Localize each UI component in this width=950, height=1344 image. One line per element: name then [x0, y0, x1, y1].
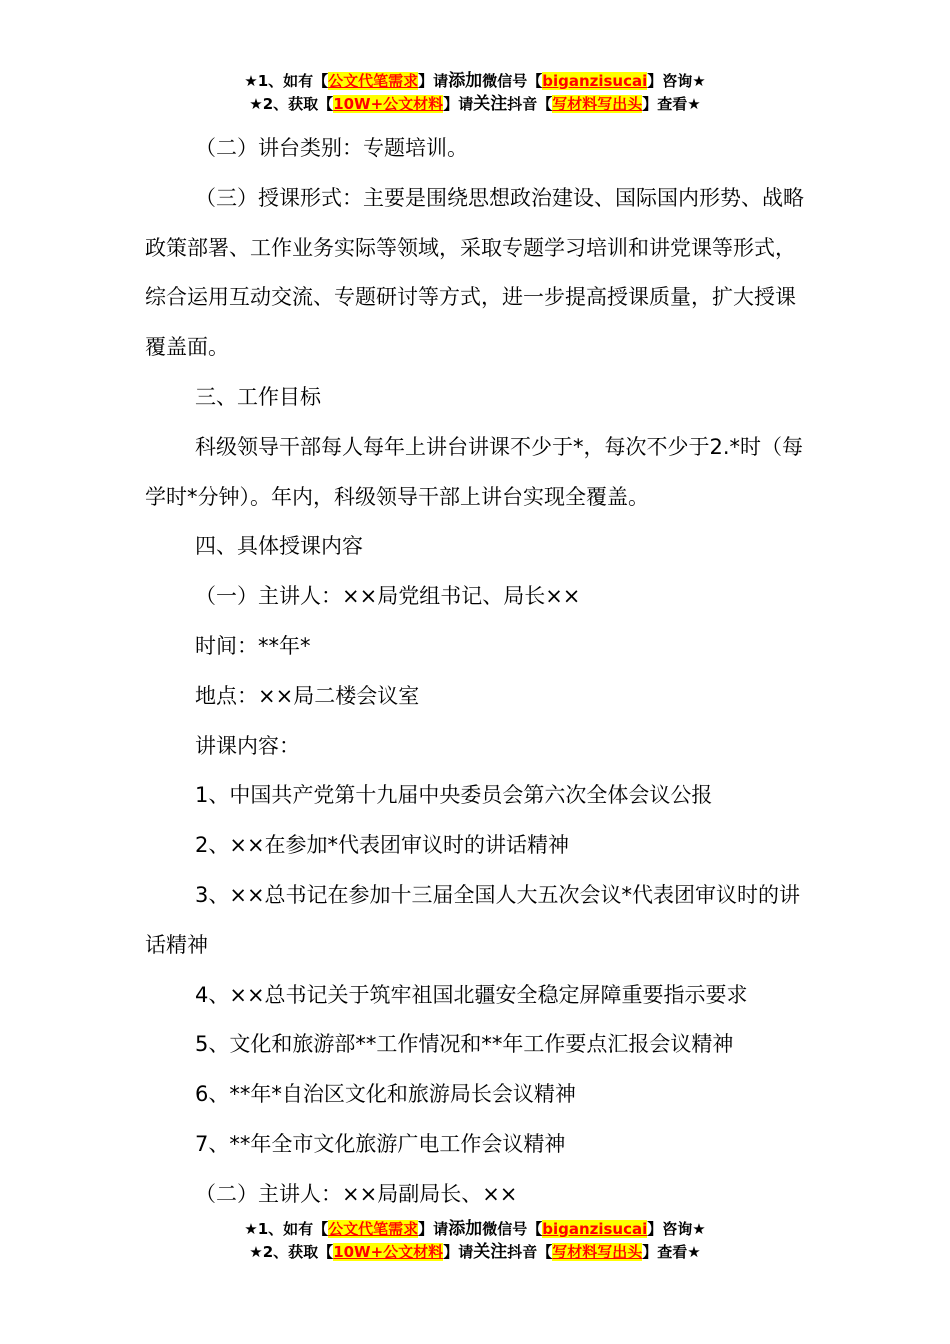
banner-text: 】请	[418, 1220, 449, 1238]
banner-text: 】咨询★	[647, 72, 706, 90]
section-heading: 四、具体授课内容	[195, 534, 363, 559]
banner-line-2	[0, 93, 950, 116]
paragraph: （二）讲台类别：专题培训。	[195, 136, 468, 160]
banner-emphasis: 关注	[473, 94, 508, 114]
banner-text: ★2、获取【	[249, 95, 334, 113]
banner-line-2	[0, 1241, 950, 1264]
paragraph: （二）主讲人：××局副局长、××	[195, 1181, 518, 1206]
paragraph: （一）主讲人：××局党组书记、局长××	[195, 584, 581, 609]
banner-text: 抖音【	[507, 1243, 553, 1261]
banner-text: 】咨询★	[647, 1220, 706, 1238]
highlight-douyin-account: 写材料写出头	[552, 95, 643, 113]
highlight-wechat-id: biganzisucai	[542, 72, 648, 90]
list-item: 6、**年*自治区文化和旅游局长会议精神	[195, 1082, 576, 1107]
header-banner	[0, 70, 950, 116]
list-item: 4、××总书记关于筑牢祖国北疆安全稳定屏障重要指示要求	[195, 982, 748, 1007]
paragraph: 讲课内容：	[195, 733, 300, 758]
highlight-wechat-id: biganzisucai	[542, 1220, 648, 1238]
banner-text: 】请	[443, 1243, 474, 1261]
list-item: 3、××总书记在参加十三届全国人大五次会议*代表团审议时的讲话精神	[145, 882, 801, 957]
footer-banner	[0, 1218, 950, 1264]
banner-text: ★1、如有【	[244, 72, 329, 90]
banner-emphasis: 添加	[448, 71, 483, 91]
paragraph: 科级领导干部每人每年上讲台讲课不少于*，每次不少于2.*时（每学时*分钟）。年内，科级领导干部上讲台实现全覆盖。	[145, 434, 804, 509]
highlight-materials: 10W+公文材料	[333, 1243, 444, 1261]
banner-emphasis: 关注	[473, 1242, 508, 1262]
banner-text: 抖音【	[507, 95, 553, 113]
highlight-service: 公文代笔需求	[328, 72, 419, 90]
section-heading: 三、工作目标	[195, 384, 321, 409]
banner-text: ★1、如有【	[244, 1220, 329, 1238]
list-item: 5、文化和旅游部**工作情况和**年工作要点汇报会议精神	[195, 1032, 734, 1057]
highlight-materials: 10W+公文材料	[333, 95, 444, 113]
banner-text: ★2、获取【	[249, 1243, 334, 1261]
paragraph: 地点：××局二楼会议室	[195, 683, 420, 708]
list-item: 7、**年全市文化旅游广电工作会议精神	[195, 1131, 566, 1156]
banner-line-1	[0, 1218, 950, 1241]
banner-text: 】请	[418, 72, 449, 90]
banner-emphasis: 添加	[448, 1219, 483, 1239]
list-item: 1、中国共产党第十九届中央委员会第六次全体会议公报	[195, 783, 713, 808]
list-item: 2、××在参加*代表团审议时的讲话精神	[195, 833, 570, 858]
document-body	[145, 124, 805, 1220]
highlight-service: 公文代笔需求	[328, 1220, 419, 1238]
banner-line-1	[0, 70, 950, 93]
banner-text: 】请	[443, 95, 474, 113]
banner-text: 】查看★	[642, 95, 701, 113]
paragraph: （三）授课形式：主要是围绕思想政治建设、国际国内形势、战略政策部署、工作业务实际等领域，采取专题学习培训和讲党课等形式，综合运用互动交流、专题研讨等方式，进一步提高授课质量，扩大授课覆盖面。	[145, 185, 804, 360]
paragraph: 时间：**年*	[195, 633, 311, 658]
banner-text: 微信号【	[482, 1220, 543, 1238]
banner-text: 微信号【	[482, 72, 543, 90]
highlight-douyin-account: 写材料写出头	[552, 1243, 643, 1261]
banner-text: 】查看★	[642, 1243, 701, 1261]
